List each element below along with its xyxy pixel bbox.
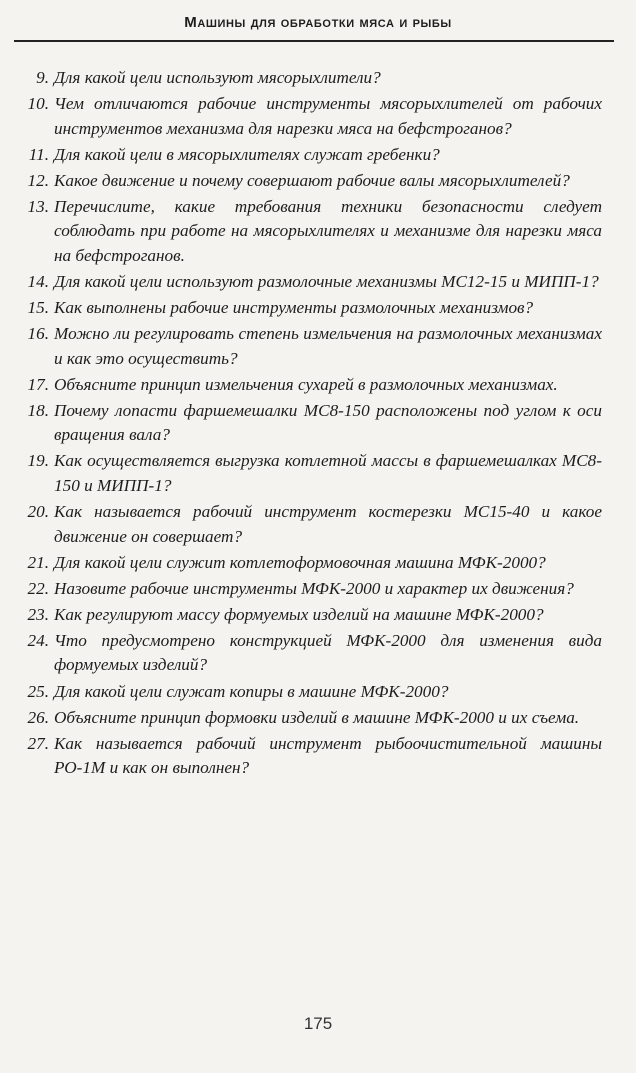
question-item — [16, 399, 602, 448]
question-item — [16, 551, 602, 576]
question-item — [16, 577, 602, 602]
question-number: 20. — [27, 502, 49, 522]
question-item — [16, 143, 602, 168]
question-text: Почему лопасти фаршемешалки МС8-150 расположены под углом к оси вращения вала? — [54, 400, 602, 445]
running-header — [14, 8, 622, 44]
question-item — [16, 92, 602, 141]
question-item — [16, 603, 602, 628]
question-number: 15. — [27, 298, 49, 318]
question-number: 27. — [27, 733, 49, 753]
question-text: Для какой цели используют размолочные механизмы МС12-15 и МИПП-1? — [54, 271, 599, 291]
question-text: Для какой цели используют мясорыхлители? — [54, 68, 381, 87]
question-item — [16, 706, 602, 731]
question-number: 22. — [27, 578, 49, 598]
header-title: Машины для обработки мяса и рыбы — [184, 14, 452, 31]
question-number: 18. — [27, 400, 49, 420]
question-number: 14. — [27, 271, 49, 291]
question-number: 26. — [27, 707, 49, 727]
question-text: Можно ли регулировать степень измельчения на размолочных механизмах и как это осуществить? — [54, 324, 602, 368]
question-text: Для какой цели служат копиры в машине МФК-2000? — [54, 681, 449, 701]
question-text: Какое движение и почему совершают рабочие валы мясорыхлителей? — [54, 170, 570, 190]
question-number: 23. — [27, 604, 49, 624]
question-item — [16, 195, 602, 269]
question-item — [16, 270, 602, 295]
question-list — [16, 66, 602, 782]
question-item — [16, 732, 602, 781]
question-text: Для какой цели в мясорыхлителях служат гребенки? — [54, 144, 440, 164]
question-item — [16, 66, 602, 91]
question-number: 24. — [27, 630, 49, 650]
question-number: 11. — [28, 144, 49, 164]
header-rule — [14, 40, 614, 42]
question-number: 25. — [27, 681, 49, 701]
question-item — [16, 449, 602, 498]
question-item — [16, 322, 602, 371]
question-text: Как называется рабочий инструмент рыбоочистительной машины РО-1М и как он выполнен? — [54, 733, 602, 778]
question-item — [16, 296, 602, 321]
question-number: 12. — [27, 170, 49, 190]
question-item — [16, 169, 602, 194]
question-number: 16. — [27, 324, 49, 344]
question-text: Объясните принцип измельчения сухарей в размолочных механизмах. — [54, 374, 558, 394]
question-text: Как выполнены рабочие инструменты размолочных механизмов? — [54, 298, 534, 318]
question-number: 21. — [27, 552, 49, 572]
question-text: Для какой цели служит котлетоформовочная машина МФК-2000? — [54, 552, 546, 572]
question-text: Перечислите, какие требования техники безопасности следует соблюдать при работе на мясорыхлителях и механизме для нарезки мяса на бефстроганов. — [54, 196, 602, 265]
question-text: Объясните принцип формовки изделий в машине МФК-2000 и их съема. — [54, 707, 580, 727]
question-number: 13. — [27, 196, 49, 216]
question-text: Назовите рабочие инструменты МФК-2000 и характер их движения? — [54, 578, 574, 598]
question-number: 9. — [36, 68, 49, 87]
question-number: 10. — [27, 94, 49, 114]
question-number: 17. — [27, 374, 49, 394]
question-item — [16, 680, 602, 705]
question-text: Что предусмотрено конструкцией МФК-2000 для изменения вида формуемых изделий? — [54, 630, 602, 675]
question-text: Как называется рабочий инструмент костерезки МС15-40 и какое движение он совершает? — [54, 502, 602, 546]
question-text: Как осуществляется выгрузка котлетной массы в фаршемешалках МС8-150 и МИПП-1? — [54, 451, 602, 495]
page-number: 175 — [303, 1014, 333, 1033]
question-text: Чем отличаются рабочие инструменты мясорыхлителей от рабочих инструментов механизма для нарезки мяса на бефстроганов? — [54, 94, 602, 138]
question-number: 19. — [27, 451, 49, 471]
question-item — [16, 373, 602, 398]
question-item — [16, 500, 602, 549]
question-text: Как регулируют массу формуемых изделий на машине МФК-2000? — [54, 604, 544, 624]
question-item — [16, 629, 602, 678]
